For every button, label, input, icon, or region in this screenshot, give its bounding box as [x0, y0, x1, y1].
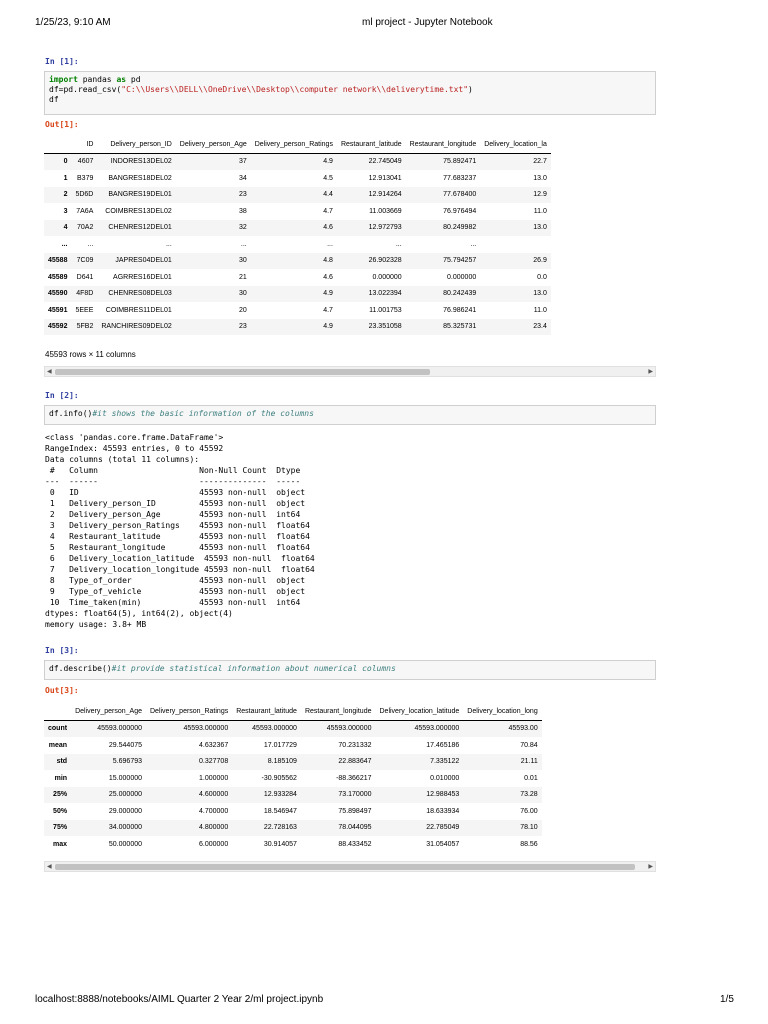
table-cell: 45593.000000: [97, 725, 142, 733]
output-line: 0 ID 45593 non-null object: [45, 488, 310, 497]
column-header: ID: [71, 136, 97, 153]
table-cell: 15.000000: [108, 774, 142, 782]
table-cell: ...: [470, 240, 477, 248]
output-line: 4 Restaurant_latitude 45593 non-null float64: [45, 532, 310, 541]
row-index: 0: [63, 158, 68, 166]
table-cell: 75.794257: [443, 257, 477, 265]
table-cell: -30.905562: [261, 774, 297, 782]
table-cell: 0.01: [524, 774, 538, 782]
row-index: 75%: [53, 824, 68, 832]
table-cell: 70.231332: [338, 741, 372, 749]
info-output: [45, 432, 315, 630]
output-line: 3 Delivery_person_Ratings 45593 non-null float64: [45, 521, 310, 530]
table-cell: 6.000000: [199, 840, 229, 848]
table-cell: 25.000000: [108, 791, 142, 799]
table-cell: 80.242439: [443, 290, 477, 298]
table-row: [44, 187, 551, 204]
row-index: 45592: [48, 323, 68, 331]
table-row: [44, 170, 551, 187]
table-cell: 80.249982: [443, 224, 477, 232]
scroll-right-icon[interactable]: ▶: [648, 864, 653, 870]
table-cell: 23: [238, 323, 247, 331]
table-row: [44, 153, 551, 170]
column-header: Delivery_person_Age: [71, 703, 146, 720]
table-cell: 4607: [77, 158, 94, 166]
table-row: [44, 302, 551, 319]
table-cell: COIMBRES11DEL01: [105, 306, 172, 314]
column-header: Delivery_location_latitude: [376, 703, 464, 720]
code-call: df.describe(): [49, 664, 112, 673]
table-cell: 0.010000: [430, 774, 460, 782]
column-header: [44, 703, 71, 720]
table-cell: 4.9: [323, 323, 333, 331]
column-header: Restaurant_latitude: [337, 136, 406, 153]
table-cell: 38: [238, 207, 247, 215]
column-header: Delivery_person_Ratings: [146, 703, 232, 720]
table-cell: 30: [238, 290, 247, 298]
table-cell: 34.000000: [108, 824, 142, 832]
output-line: <class 'pandas.core.frame.DataFrame'>: [45, 433, 224, 442]
table-cell: 30.914057: [263, 840, 297, 848]
output-line: 7 Delivery_location_longitude 45593 non-null float64: [45, 565, 315, 574]
column-header: Restaurant_longitude: [301, 703, 376, 720]
output-line: RangeIndex: 45593 entries, 0 to 45592: [45, 444, 224, 453]
row-index: 3: [63, 207, 68, 215]
print-header-title: ml project - Jupyter Notebook: [362, 17, 493, 28]
table-cell: 4.8: [323, 257, 333, 265]
table-cell: INDORES13DEL02: [110, 158, 172, 166]
table-cell: 17.017729: [263, 741, 297, 749]
table-row: [44, 286, 551, 303]
print-header-datetime: 1/25/23, 9:10 AM: [35, 17, 111, 28]
output-line: dtypes: float64(5), int64(2), object(4): [45, 609, 233, 618]
table-cell: 4.9: [323, 158, 333, 166]
table-cell: 77.678400: [443, 191, 477, 199]
output-line: Data columns (total 11 columns):: [45, 455, 200, 464]
table-cell: 13.0: [533, 290, 547, 298]
table-cell: 23: [238, 191, 247, 199]
table-cell: 4.800000: [199, 824, 229, 832]
table-cell: B379: [77, 174, 94, 182]
cell3-out-prompt: Out[3]:: [45, 686, 79, 695]
table-cell: 5.696793: [112, 758, 142, 766]
table-cell: 34: [238, 174, 247, 182]
table-cell: 12.988453: [426, 791, 460, 799]
table-cell: 29.544075: [108, 741, 142, 749]
code-comment: #it shows the basic information of the columns: [92, 409, 314, 418]
table-cell: 23.4: [533, 323, 547, 331]
table-cell: 0.327708: [199, 758, 229, 766]
table-cell: 11.001753: [369, 306, 402, 314]
row-index: 45591: [48, 306, 68, 314]
table-cell: 1.000000: [199, 774, 229, 782]
table-cell: 50.000000: [108, 840, 142, 848]
table-cell: BANGRES18DEL02: [108, 174, 172, 182]
column-header: Delivery_location_la: [480, 136, 551, 153]
table-cell: 12.914264: [368, 191, 402, 199]
table-cell: 22.883647: [338, 758, 372, 766]
table-cell: 37: [238, 158, 247, 166]
table-cell: 76.976494: [443, 207, 477, 215]
table-cell: D641: [76, 273, 94, 281]
table-cell: 5EEE: [75, 306, 94, 314]
table-cell: 22.728163: [263, 824, 297, 832]
row-index: 4: [63, 224, 68, 232]
table-cell: 4.4: [323, 191, 333, 199]
table-cell: 4.9: [323, 290, 333, 298]
cell2-code[interactable]: [44, 405, 656, 425]
table-cell: 12.913041: [368, 174, 402, 182]
table-cell: 70.84: [520, 741, 538, 749]
table-cell: 32: [238, 224, 247, 232]
keyword-as: as: [116, 75, 127, 84]
cell1-code[interactable]: [44, 71, 656, 115]
table-cell: JAPRES04DEL01: [115, 257, 172, 265]
table-cell: 8.185109: [267, 758, 297, 766]
table-row: [44, 319, 551, 336]
table-cell: 17.465186: [426, 741, 460, 749]
table-cell: 21.11: [520, 758, 538, 766]
table-cell: 4.6: [323, 273, 333, 281]
table-cell: 13.0: [533, 224, 547, 232]
row-index: min: [54, 774, 68, 782]
table-cell: [480, 236, 551, 253]
table-cell: 45593.000000: [252, 725, 297, 733]
code-alias: pd: [126, 75, 141, 84]
dataframe-table: [44, 136, 551, 335]
table-cell: 45593.000000: [326, 725, 372, 733]
row-index: ...: [61, 240, 68, 248]
table-cell: -88.366217: [336, 774, 372, 782]
table-cell: 23.351058: [368, 323, 402, 331]
column-header: Delivery_person_ID: [97, 136, 175, 153]
table-cell: 26.9: [533, 257, 547, 265]
table-cell: 73.170000: [338, 791, 372, 799]
table-row: [44, 754, 542, 771]
describe-table: [44, 703, 542, 853]
table-cell: 0.0: [537, 273, 547, 281]
table-cell: 11.003669: [369, 207, 402, 215]
table-cell: 45593.000000: [183, 725, 229, 733]
table-cell: 30: [238, 257, 247, 265]
table-cell: 4.700000: [199, 807, 229, 815]
table-cell: 0.000000: [372, 273, 402, 281]
table-cell: CHENRES08DEL03: [108, 290, 172, 298]
table-cell: 75.892471: [443, 158, 477, 166]
table-row: [44, 787, 542, 804]
column-header: Delivery_person_Ratings: [251, 136, 337, 153]
table-cell: BANGRES19DEL01: [108, 191, 172, 199]
output-line: 8 Type_of_order 45593 non-null object: [45, 576, 310, 585]
table-cell: CHENRES12DEL01: [108, 224, 172, 232]
table-cell: 5D6D: [75, 191, 94, 199]
print-footer-page: 1/5: [720, 994, 734, 1005]
table-cell: 13.022394: [368, 290, 402, 298]
dataframe-shape-summary: 45593 rows × 11 columns: [45, 350, 136, 359]
table-cell: 76.00: [520, 807, 538, 815]
output-line: --- ------ -------------- -----: [45, 477, 310, 486]
column-header: Restaurant_longitude: [406, 136, 481, 153]
table-cell: 0.000000: [447, 273, 477, 281]
table-cell: 18.546947: [263, 807, 297, 815]
table-cell: 29.000000: [108, 807, 142, 815]
table-cell: 45593.000000: [414, 725, 460, 733]
scroll-right-icon[interactable]: ▶: [648, 369, 653, 375]
column-header: Delivery_location_long: [463, 703, 541, 720]
table-cell: ...: [87, 240, 94, 248]
table-row: [44, 220, 551, 237]
table-cell: RANCHIRES09DEL02: [101, 323, 172, 331]
row-index: count: [48, 725, 68, 733]
table-cell: 12.972793: [368, 224, 402, 232]
table-cell: 78.10: [520, 824, 538, 832]
table-row: [44, 770, 542, 787]
scrollbar-thumb[interactable]: [55, 369, 430, 375]
output-line: 10 Time_taken(min) 45593 non-null int64: [45, 598, 310, 607]
horizontal-scrollbar[interactable]: [44, 861, 656, 872]
table-cell: 4F8D: [76, 290, 94, 298]
table-cell: 26.902328: [368, 257, 402, 265]
table-cell: 4.7: [323, 306, 333, 314]
cell1-in-prompt: In [1]:: [45, 57, 79, 66]
scroll-left-icon[interactable]: ◀: [47, 369, 52, 375]
cell3-code[interactable]: [44, 660, 656, 680]
keyword-import: import: [49, 75, 78, 84]
code-comment: #it provide statistical information about numerical columns: [111, 664, 396, 673]
scrollbar-thumb[interactable]: [55, 864, 635, 870]
code-line3: df: [49, 95, 59, 104]
output-line: 9 Type_of_vehicle 45593 non-null object: [45, 587, 310, 596]
table-cell: 7.335122: [430, 758, 460, 766]
column-header: [44, 136, 71, 153]
table-cell: 7C09: [76, 257, 94, 265]
table-cell: 11.0: [533, 306, 547, 314]
row-index: mean: [48, 741, 68, 749]
code-lib: pandas: [77, 75, 117, 84]
output-line: memory usage: 3.8+ MB: [45, 620, 147, 629]
table-cell: 78.044095: [338, 824, 372, 832]
row-index: 45588: [48, 257, 68, 265]
table-cell: 22.7: [533, 158, 547, 166]
row-index: 45590: [48, 290, 68, 298]
table-cell: ...: [327, 240, 333, 248]
table-cell: ...: [165, 240, 172, 248]
table-cell: 5FB2: [76, 323, 94, 331]
table-cell: 20: [238, 306, 247, 314]
code-call: df.info(): [49, 409, 93, 418]
table-cell: 4.6: [323, 224, 333, 232]
table-cell: 18.633934: [426, 807, 460, 815]
table-row: [44, 836, 542, 853]
row-index: 1: [63, 174, 68, 182]
table-cell: 76.986241: [443, 306, 477, 314]
table-cell: ...: [240, 240, 247, 248]
output-line: 5 Restaurant_longitude 45593 non-null float64: [45, 543, 310, 552]
table-row: [44, 820, 542, 837]
table-row: [44, 236, 551, 253]
output-line: # Column Non-Null Count Dtype: [45, 466, 310, 475]
table-row: [44, 803, 542, 820]
table-row: [44, 269, 551, 286]
table-cell: 88.433452: [338, 840, 372, 848]
cell1-out-prompt: Out[1]:: [45, 120, 79, 129]
output-line: 6 Delivery_location_latitude 45593 non-null float64: [45, 554, 315, 563]
code-read-prefix: df=pd.read_csv(: [49, 85, 122, 94]
table-cell: ...: [395, 240, 402, 248]
column-header: Restaurant_latitude: [232, 703, 301, 720]
table-row: [44, 253, 551, 270]
table-cell: 12.9: [533, 191, 547, 199]
print-footer-url: localhost:8888/notebooks/AIML Quarter 2 Year 2/ml project.ipynb: [35, 994, 324, 1005]
table-cell: AGRRES16DEL01: [113, 273, 172, 281]
table-cell: 88.56: [520, 840, 538, 848]
table-cell: COIMBRES13DEL02: [105, 207, 172, 215]
row-index: 2: [63, 191, 68, 199]
table-cell: 85.325731: [443, 323, 477, 331]
table-cell: 73.28: [520, 791, 538, 799]
table-cell: 31.054057: [426, 840, 460, 848]
table-cell: 4.600000: [199, 791, 229, 799]
table-row: [44, 720, 542, 737]
table-cell: 22.785049: [426, 824, 460, 832]
table-cell: 45593.00: [508, 725, 538, 733]
cell3-in-prompt: In [3]:: [45, 646, 79, 655]
row-index: std: [56, 758, 68, 766]
horizontal-scrollbar[interactable]: [44, 366, 656, 377]
table-cell: 11.0: [533, 207, 547, 215]
output-line: 1 Delivery_person_ID 45593 non-null object: [45, 499, 310, 508]
table-cell: 12.933284: [263, 791, 297, 799]
table-cell: 70A2: [77, 224, 94, 232]
table-cell: 77.683237: [443, 174, 477, 182]
scroll-left-icon[interactable]: ◀: [47, 864, 52, 870]
cell2-in-prompt: In [2]:: [45, 391, 79, 400]
table-cell: 21: [238, 273, 247, 281]
code-read-suffix: ): [468, 85, 473, 94]
table-cell: 4.5: [323, 174, 333, 182]
row-index: 50%: [53, 807, 68, 815]
table-row: [44, 737, 542, 754]
code-path-string: "C:\\Users\\DELL\\OneDrive\\Desktop\\computer network\\deliverytime.txt": [121, 85, 469, 94]
table-cell: 13.0: [533, 174, 547, 182]
row-index: 25%: [53, 791, 68, 799]
column-header: Delivery_person_Age: [176, 136, 251, 153]
output-line: 2 Delivery_person_Age 45593 non-null int64: [45, 510, 310, 519]
table-cell: 4.632367: [199, 741, 229, 749]
table-cell: 7A6A: [76, 207, 94, 215]
table-cell: 75.898497: [338, 807, 372, 815]
table-cell: 4.7: [323, 207, 333, 215]
row-index: 45589: [48, 273, 68, 281]
table-cell: 22.745049: [368, 158, 402, 166]
row-index: max: [53, 840, 68, 848]
table-row: [44, 203, 551, 220]
